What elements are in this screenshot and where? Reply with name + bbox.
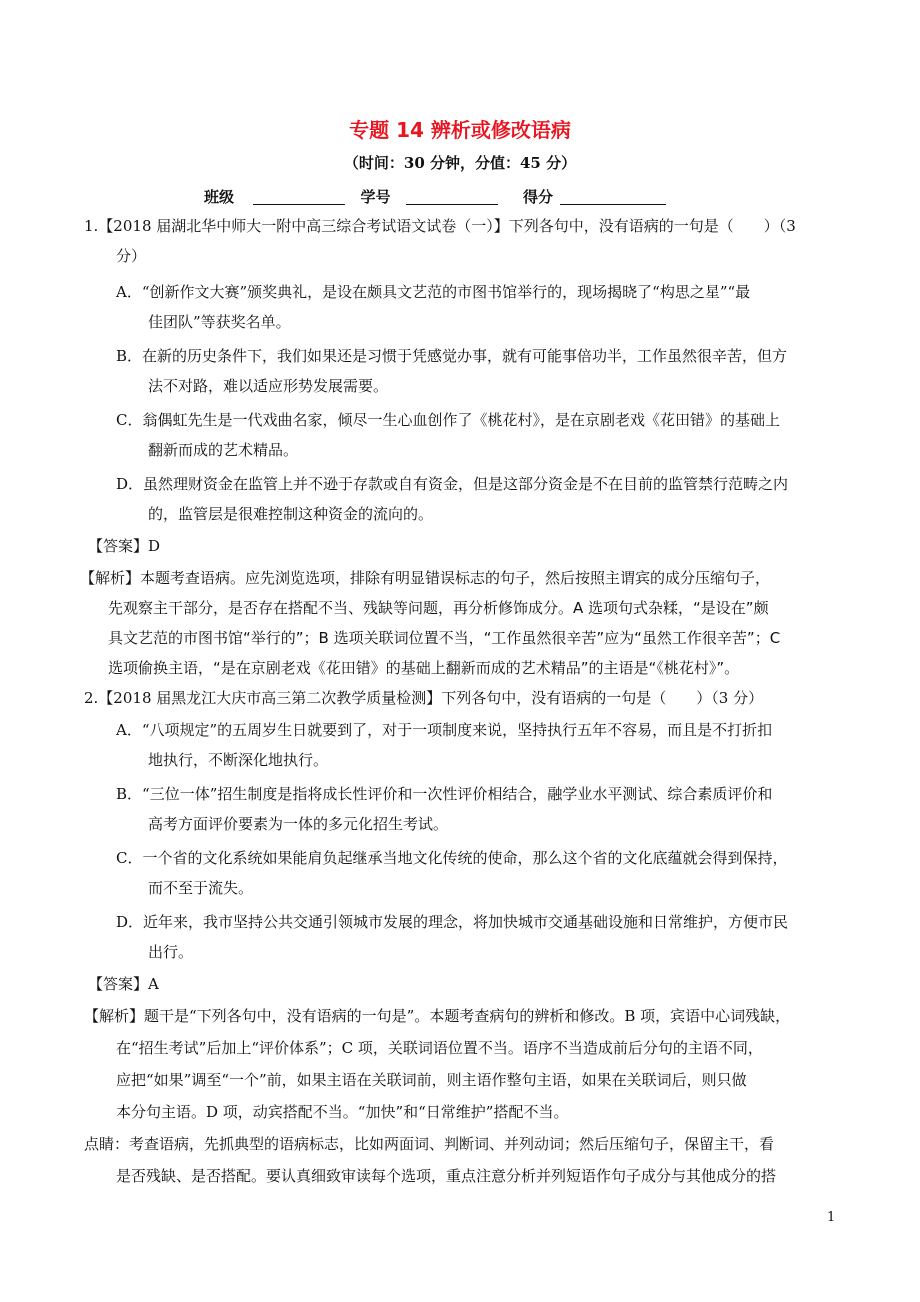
- q1-answer: 【答案】D: [88, 537, 161, 555]
- class-label: 班级: [204, 188, 235, 206]
- q2-key-points-line-2: 是否残缺、是否搭配。要认真细致审读每个选项，重点注意分析并列短语作句子成分与其他成分的搭: [116, 1167, 777, 1185]
- page-title: 专题 14 辨析或修改语病: [349, 118, 571, 142]
- page-number: 1: [827, 1210, 836, 1225]
- q1-analysis-line-3: 具文艺范的市图书馆“举行的”；B 选项关联词位置不当，“工作虽然很辛苦”应为“虽然工作很辛苦”；C: [108, 629, 781, 647]
- q1-option-a: A．“创新作文大赛”颁奖典礼，是设在颇具文艺范的市图书馆举行的，现场揭晓了“构思之星”“最: [116, 283, 751, 301]
- q2-option-d-cont: 出行。: [148, 943, 194, 961]
- question-2-stem: 2.【2018 届黑龙江大庆市高三第二次教学质量检测】下列各句中，没有语病的一句是（ ）（3 分）: [84, 689, 764, 707]
- q1-option-c-cont: 翻新而成的艺术精品。: [148, 441, 299, 459]
- q2-analysis-line-4: 本分句主语。D 项，动宾搭配不当。“加快”和“日常维护”搭配不当。: [116, 1103, 569, 1121]
- q2-analysis-line-3: 应把“如果”调至“一个”前，如果主语在关联词前，则主语作整句主语，如果在关联词后，则只做: [116, 1071, 747, 1089]
- number-field[interactable]: [406, 188, 498, 205]
- q2-analysis: 【解析】题干是“下列各句中，没有语病的一句是”。本题考查病句的辨析和修改。B 项，宾语中心词残缺，: [84, 1007, 791, 1025]
- time-score-info: （时间：30 分钟，分值：45 分）: [343, 154, 577, 172]
- score-field[interactable]: [560, 188, 666, 205]
- q2-option-a-cont: 地执行，不断深化地执行。: [148, 751, 329, 769]
- question-1-stem-cont: 分）: [116, 247, 147, 265]
- question-1-stem: 1.【2018 届湖北华中师大一附中高三综合考试语文试卷（一）】下列各句中，没有语病的一句是（ ）（3: [84, 217, 796, 235]
- score-label: 得分: [522, 188, 553, 206]
- q1-analysis-line-2: 先观察主干部分，是否存在搭配不当、残缺等问题，再分析修饰成分。A 选项句式杂糅，“是设在”颇: [108, 599, 769, 617]
- q1-option-a-cont: 佳团队”等获奖名单。: [148, 313, 291, 331]
- q1-option-d: D．虽然理财资金在监管上并不逊于存款或自有资金，但是这部分资金是不在目前的监管禁行范畴之内: [116, 475, 789, 493]
- q2-key-points: 点睛：考查语病，先抓典型的语病标志，比如两面词、判断词、并列动词；然后压缩句子，保留主干，看: [84, 1135, 775, 1153]
- q1-option-b: B．在新的历史条件下，我们如果还是习惯于凭感觉办事，就有可能事倍功半，工作虽然很辛苦，但方: [116, 347, 788, 365]
- q1-option-b-cont: 法不对路，难以适应形势发展需要。: [148, 377, 389, 395]
- number-label: 学号: [360, 188, 391, 206]
- student-info-line: [204, 186, 666, 207]
- q1-option-c: C．翁偶虹先生是一代戏曲名家，倾尽一生心血创作了《桃花村》，是在京剧老戏《花田错》的基础上: [116, 411, 780, 429]
- q1-option-d-cont: 的，监管层是很难控制这种资金的流向的。: [148, 505, 434, 523]
- q2-option-c: C．一个省的文化系统如果能肩负起继承当地文化传统的使命，那么这个省的文化底蕴就会得到保持，: [116, 849, 788, 867]
- class-field[interactable]: [253, 188, 345, 205]
- q2-answer: 【答案】A: [88, 975, 159, 993]
- q2-option-d: D．近年来，我市坚持公共交通引领城市发展的理念，将加快城市交通基础设施和日常维护，方便市民: [116, 913, 789, 931]
- q2-analysis-line-2: 在“招生考试”后加上“评价体系”；C 项，关联词语位置不当。语序不当造成前后分句的主语不同，: [116, 1039, 763, 1057]
- q2-option-a: A．“八项规定”的五周岁生日就要到了，对于一项制度来说，坚持执行五年不容易，而且是不打折扣: [116, 721, 773, 739]
- q2-option-c-cont: 而不至于流失。: [148, 879, 254, 897]
- q1-analysis: 【解析】本题考查语病。应先浏览选项，排除有明显错误标志的句子，然后按照主谓宾的成分压缩句子，: [80, 569, 771, 587]
- q2-option-b: B．“三位一体”招生制度是指将成长性评价和一次性评价相结合，融学业水平测试、综合素质评价和: [116, 785, 773, 803]
- q1-analysis-line-4: 选项偷换主语，“是在京剧老戏《花田错》的基础上翻新而成的艺术精品”的主语是“《桃花村》”。: [108, 659, 740, 677]
- q2-option-b-cont: 高考方面评价要素为一体的多元化招生考试。: [148, 815, 449, 833]
